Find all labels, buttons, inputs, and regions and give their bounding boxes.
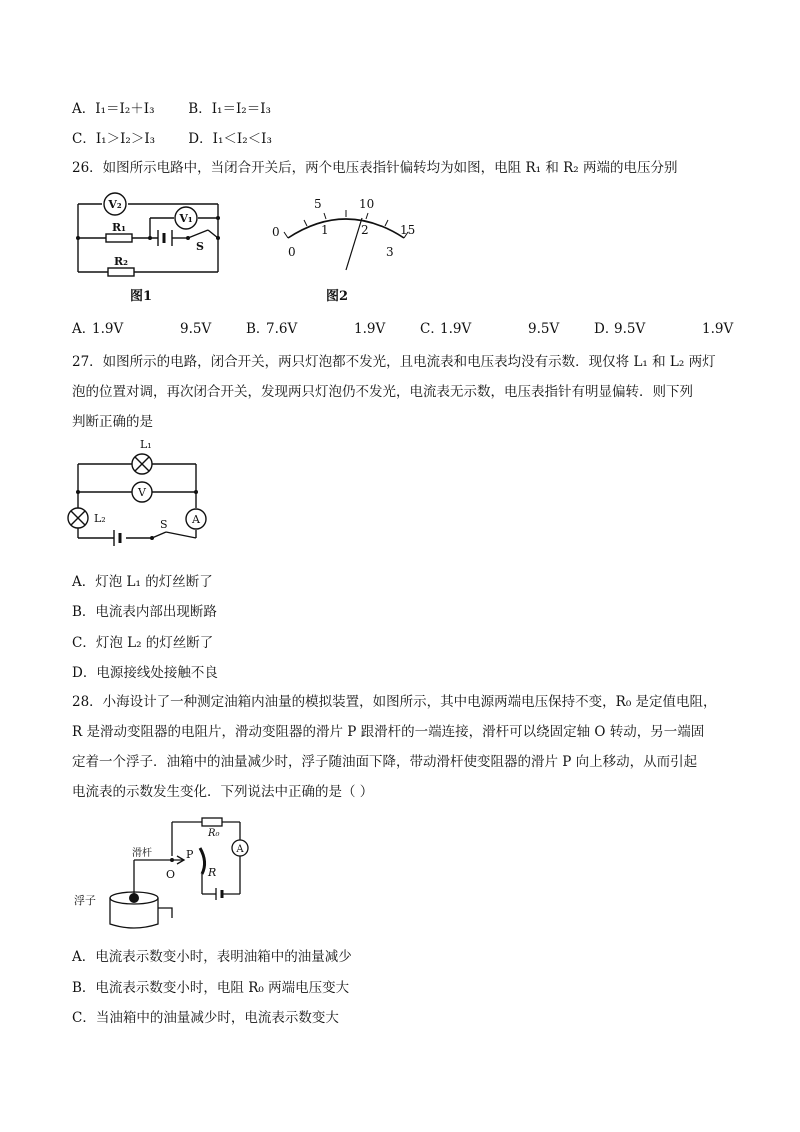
q27-stem-line-1: 27．如图所示的电路，闭合开关，两只灯泡都不发光，且电流表和电压表均没有示数．现仅将 L₁ 和 L₂ 两灯: [72, 354, 716, 370]
q26-figure-2-caption: 图2: [326, 289, 349, 304]
q28-option-b: B．电流表示数变小时，电阻 R₀ 两端电压变大: [72, 980, 350, 996]
meter-bottom-scale-2: 2: [361, 223, 369, 237]
meter-top-scale-0: 0: [272, 225, 280, 239]
q26-option-a-letter: A．: [72, 321, 96, 337]
meter-bottom-scale-1: 1: [321, 223, 329, 237]
q28-stem-line-1: 28．小海设计了一种测定油箱内油量的模拟装置，如图所示，其中电源两端电压保持不变，R₀ 是定值电阻，: [72, 694, 717, 710]
q28-r0-label: R₀: [208, 828, 220, 839]
q27-circuit-figure: [66, 432, 216, 552]
q26-figure-1-caption: 图1: [130, 289, 153, 304]
q27-l1-label: L₁: [140, 438, 152, 451]
q26-switch-label: S: [196, 240, 204, 253]
q28-option-c: C．当油箱中的油量减少时，电流表示数变大: [72, 1010, 339, 1026]
q28-o-label: O: [166, 868, 176, 881]
q26-option-a-v2: 9.5V: [180, 321, 212, 337]
q25-option-c: C．I₁＞I₂＞I₃: [72, 131, 156, 147]
q28-r-label: R: [208, 866, 217, 879]
meter-top-scale-15: 15: [400, 223, 416, 237]
q28-p-label: P: [186, 848, 194, 861]
q27-v-label: V: [138, 486, 146, 499]
q26-option-b-v2: 1.9V: [354, 321, 386, 337]
q26-option-d-v2: 1.9V: [702, 321, 734, 337]
q27-l2-label: L₂: [94, 512, 106, 525]
q28-stem-line-4: 电流表的示数发生变化．下列说法中正确的是（ ）: [72, 784, 374, 800]
q26-option-d-letter: D．: [594, 321, 619, 337]
q26-figure-1-circuit: [70, 186, 230, 286]
q26-option-c-v2: 9.5V: [528, 321, 560, 337]
q26-v2-label: V₂: [108, 198, 122, 211]
q25-options-row-2: [72, 130, 272, 148]
q26-option-b-v1: 7.6V: [266, 321, 298, 337]
q27-stem-line-2: 泡的位置对调，再次闭合开关，发现两只灯泡仍不发光，电流表无示数，电压表指针有明显偏转．则下列: [72, 384, 693, 400]
q28-stem-line-2: R 是滑动变阻器的电阻片，滑动变阻器的滑片 P 跟滑杆的一端连接，滑杆可以绕固定轴 O 转动，另一端固: [72, 724, 705, 740]
q26-r1-label: R₁: [112, 221, 126, 234]
q28-ammeter-label: A: [236, 844, 244, 855]
q26-option-b-letter: B．: [246, 321, 270, 337]
q26-option-c-v1: 1.9V: [440, 321, 472, 337]
q27-option-b: B．电流表内部出现断路: [72, 604, 217, 620]
q25-options-row-1: [72, 100, 271, 118]
q27-option-c: C．灯泡 L₂ 的灯丝断了: [72, 635, 214, 651]
q25-option-b: B．I₁＝I₂＝I₃: [188, 101, 271, 117]
q26-options: [72, 320, 733, 338]
q28-rod-label: 滑杆: [132, 848, 152, 859]
q27-a-label: A: [192, 513, 200, 526]
q25-option-a: A．I₁＝I₂＋I₃: [72, 101, 155, 117]
q27-stem-line-3: 判断正确的是: [72, 414, 153, 430]
q28-stem-line-3: 定着一个浮子．油箱中的油量减少时，浮子随油面下降，带动滑杆使变阻器的滑片 P 向上移动，从而引起: [72, 754, 698, 770]
meter-bottom-scale-0: 0: [288, 245, 296, 259]
meter-top-scale-10: 10: [359, 197, 375, 211]
q27-option-d: D．电源接线处接触不良: [72, 665, 218, 681]
q26-option-d-v1: 9.5V: [614, 321, 646, 337]
q28-float-label: 浮子: [74, 894, 96, 907]
meter-top-scale-5: 5: [314, 197, 322, 211]
q25-option-d: D．I₁＜I₂＜I₃: [188, 131, 272, 147]
q28-oil-tank-figure: [72, 812, 272, 932]
meter-bottom-scale-3: 3: [386, 245, 394, 259]
q27-option-a: A．灯泡 L₁ 的灯丝断了: [72, 574, 213, 590]
q26-stem: 26．如图所示电路中，当闭合开关后，两个电压表指针偏转均为如图，电阻 R₁ 和 R₂ 两端的电压分别: [72, 160, 678, 176]
q26-option-c-letter: C．: [420, 321, 444, 337]
q26-v1-label: V₁: [179, 212, 193, 225]
q26-figure-2-meter: [266, 190, 416, 280]
q26-r2-label: R₂: [114, 255, 128, 268]
q26-option-a-v1: 1.9V: [92, 321, 124, 337]
q27-switch-label: S: [160, 518, 168, 531]
q28-option-a: A．电流表示数变小时，表明油箱中的油量减少: [72, 949, 352, 965]
